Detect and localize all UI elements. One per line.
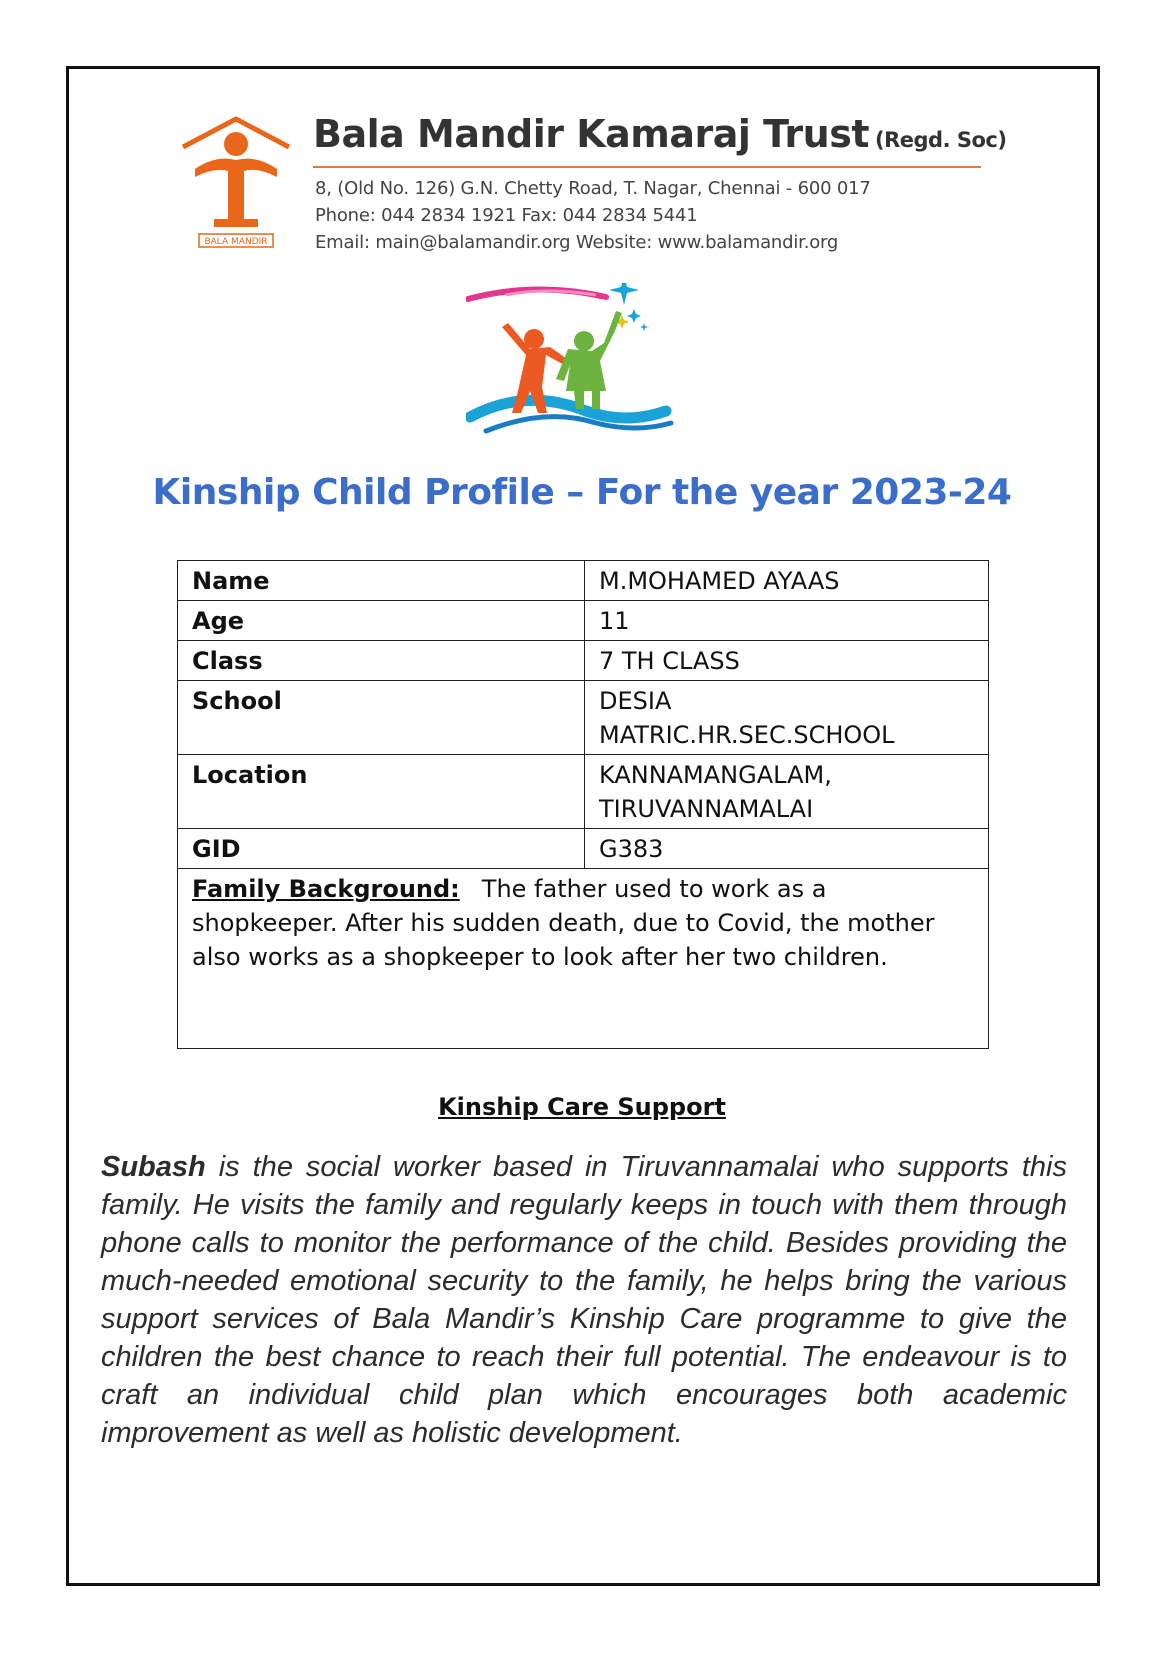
table-row-school	[178, 681, 989, 755]
support-heading: Kinship Care Support	[438, 1093, 726, 1121]
support-body: is the social worker based in Tiruvannamalai who supports this family. He visits the family and regularly keeps in touch with them through phone calls to monitor the performance of the child. Besides providing the much-needed emotional security to the family, he helps bring the various support services of Bala Mandir’s Kinship Care programme to give the children the best chance to reach their full potential. The endeavour is to craft an individual child plan which encourages both academic improvement as well as holistic development.	[101, 1151, 1067, 1449]
svg-text:BALA MANDIR: BALA MANDIR	[204, 237, 268, 247]
gid-value: G383	[585, 829, 989, 869]
name-label: Name	[178, 561, 585, 601]
table-row-age	[178, 601, 989, 641]
class-label: Class	[178, 641, 585, 681]
table-row-gid	[178, 829, 989, 869]
location-value: KANNAMANGALAM, TIRUVANNAMALAI	[585, 755, 989, 829]
table-row-class	[178, 641, 989, 681]
age-value: 11	[585, 601, 989, 641]
family-background-text: The father used to work as a shopkeeper. After his sudden death, due to Covid, the mother also works as a shopkeeper to look after her two children.	[192, 875, 935, 971]
organization-phone: Phone: 044 2834 1921 Fax: 044 2834 5441	[315, 205, 698, 226]
organization-name: Bala Mandir Kamaraj Trust (Regd. Soc)	[313, 112, 1007, 156]
child-profile-table	[177, 560, 989, 1049]
social-worker-name: Subash	[101, 1151, 206, 1183]
family-background-cell	[178, 869, 989, 1049]
bala-mandir-logo	[181, 115, 291, 250]
letterhead-divider	[313, 166, 981, 168]
location-label: Location	[178, 755, 585, 829]
age-label: Age	[178, 601, 585, 641]
organization-email: Email: main@balamandir.org Website: www.balamandir.org	[315, 232, 839, 253]
support-paragraph	[101, 1148, 1067, 1452]
table-row-name	[178, 561, 989, 601]
class-value: 7 TH CLASS	[585, 641, 989, 681]
children-illustration	[466, 283, 696, 453]
gid-label: GID	[178, 829, 585, 869]
organization-address: 8, (Old No. 126) G.N. Chetty Road, T. Nagar, Chennai - 600 017	[315, 178, 871, 199]
family-background-label: Family Background:	[192, 875, 460, 903]
name-value: M.MOHAMED AYAAS	[585, 561, 989, 601]
school-label: School	[178, 681, 585, 755]
table-row-location	[178, 755, 989, 829]
table-row-family-background	[178, 869, 989, 1049]
organization-suffix: (Regd. Soc)	[875, 128, 1007, 152]
document-title: Kinship Child Profile – For the year 2023-24	[152, 472, 1012, 513]
school-value: DESIA MATRIC.HR.SEC.SCHOOL	[585, 681, 989, 755]
